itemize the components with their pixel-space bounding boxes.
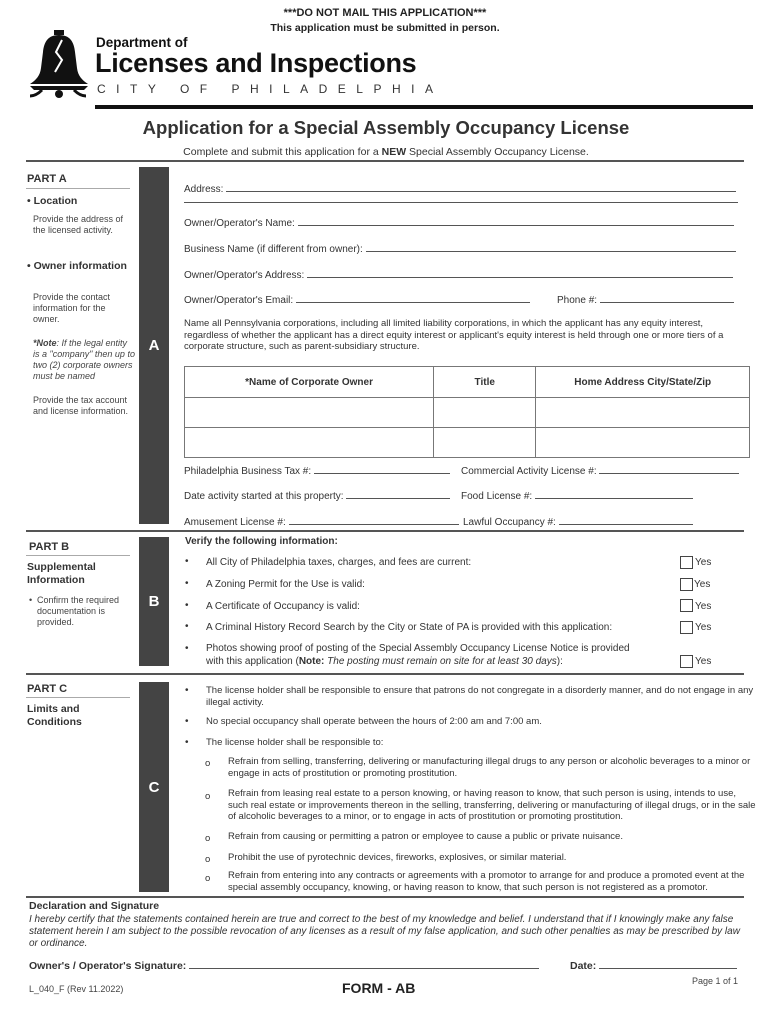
table-row[interactable] — [185, 398, 750, 428]
owner-description: Provide the contact information for the owner. — [33, 292, 111, 324]
phone-label: Phone #: — [557, 295, 598, 306]
part-b-heading-rule — [26, 555, 130, 556]
city-name: CITY OF PHILADELPHIA — [97, 82, 444, 96]
corporation-instructions: Name all Pennsylvania corporations, including all limited liability corporations, in which the applicant has any equity interest, regardless of whether the applicant has a direct equity interest or applicant's equity interest is held through one or more tiers of a corporate structure, such as parent-subsidiary structure. — [184, 318, 724, 352]
declaration-text: I hereby certify that the statements contained herein are true and correct to the best of my knowledge and belief. I understand that if I knowingly make any false statement herein I am subject to the possible revocation of any licenses as a result of my false application, and such other penalties as may be prescribed by law or ordinance. — [29, 914, 740, 949]
photos-yes-label: Yes — [695, 656, 712, 667]
part-b-divider — [26, 673, 744, 675]
business-tax-label: Philadelphia Business Tax #: — [184, 466, 312, 477]
address-field[interactable] — [184, 181, 736, 195]
bullet: • — [185, 685, 189, 696]
zoning-yes-checkbox[interactable] — [680, 578, 693, 596]
business-name-label: Business Name (if different from owner): — [184, 244, 363, 255]
owner-email-line[interactable] — [296, 292, 530, 303]
corporate-owner-table — [184, 366, 750, 458]
photos-note-italic: The posting must remain on site for at least 30 days — [324, 656, 557, 667]
food-license-field[interactable] — [461, 488, 693, 502]
page-number: Page 1 of 1 — [692, 976, 739, 986]
bullet: • — [29, 595, 33, 605]
bullet: • — [185, 556, 189, 567]
location-description: Provide the address of the licensed activity. — [33, 214, 124, 235]
signature-label: Owner's / Operator's Signature: — [29, 960, 187, 972]
food-license-label: Food License #: — [461, 491, 533, 502]
part-b-bar: B — [139, 537, 169, 666]
table-cell-address[interactable] — [536, 428, 750, 458]
col-header-name: *Name of Corporate Owner — [185, 367, 434, 398]
tax-description: Provide the tax account and license information. — [33, 395, 129, 416]
date-line[interactable] — [599, 958, 737, 969]
location-label: • Location — [27, 195, 78, 207]
owner-name-field[interactable] — [184, 215, 734, 229]
declaration-heading: Declaration and Signature — [29, 900, 160, 912]
dept-name-line2: Licenses and Inspections — [95, 48, 417, 78]
subtitle-pre: Complete and submit this application for a — [183, 146, 382, 158]
subtitle-post: Special Assembly Occupancy License. — [406, 146, 589, 158]
owner-name-label: Owner/Operator's Name: — [184, 218, 295, 229]
commercial-license-line[interactable] — [599, 463, 739, 474]
address-line[interactable] — [226, 181, 736, 192]
occupancy-yes-label: Yes — [695, 601, 712, 612]
owner-address-line[interactable] — [307, 267, 733, 278]
owner-address-label: Owner/Operator's Address: — [184, 270, 305, 281]
bullet: • — [185, 716, 189, 727]
table-cell-title[interactable] — [434, 428, 536, 458]
date-started-label: Date activity started at this property: — [184, 491, 344, 502]
sub-condition-5: Refrain from entering into any contracts or agreements with a promotor to arrange for and produce a promoted event at the special assembly occupancy, knowing, or having reason to know, that such person is not registered as a promotor. — [228, 870, 745, 893]
table-header-row — [185, 367, 750, 398]
table-cell-name[interactable] — [185, 398, 434, 428]
header-divider — [95, 105, 753, 109]
taxes-yes-label: Yes — [695, 557, 712, 568]
condition-bullet-1: The license holder shall be responsible to ensure that patrons do not congregate in a disorderly manner, and do not engage in any illegal activity. — [206, 685, 754, 708]
business-name-line[interactable] — [366, 241, 736, 252]
sub-bullet: o — [205, 791, 211, 802]
liberty-bell-logo-icon — [26, 28, 90, 100]
bullet: • — [185, 737, 189, 748]
owner-info-label-text: Owner information — [33, 260, 127, 272]
owner-address-field[interactable] — [184, 267, 733, 281]
col-header-address: Home Address City/State/Zip — [536, 367, 750, 398]
photos-pre: with this application ( — [206, 656, 299, 667]
table-cell-title[interactable] — [434, 398, 536, 428]
bullet: • — [185, 578, 189, 589]
part-c-heading-rule — [26, 697, 130, 698]
owner-info-label: • Owner information — [27, 260, 127, 272]
owner-email-label: Owner/Operator's Email: — [184, 295, 294, 306]
amusement-license-field[interactable] — [184, 514, 459, 528]
photos-note-bold: Note: — [298, 656, 325, 667]
note-bold: *Note — [33, 338, 57, 348]
part-a-heading-rule — [26, 188, 130, 189]
part-c-subheading: Limits and Conditions — [27, 703, 82, 728]
lawful-occupancy-label: Lawful Occupancy #: — [463, 517, 556, 528]
zoning-yes-label: Yes — [694, 579, 711, 590]
food-license-line[interactable] — [535, 488, 693, 499]
photos-post: ): — [556, 656, 563, 667]
business-tax-field[interactable] — [184, 463, 450, 477]
col-header-title: Title — [434, 367, 536, 398]
criminal-yes-label: Yes — [695, 622, 712, 633]
address-label: Address: — [184, 184, 224, 195]
part-b-description: Confirm the required documentation is provided. — [37, 595, 120, 627]
form-name: FORM - AB — [342, 980, 416, 996]
table-row[interactable] — [185, 428, 750, 458]
table-cell-address[interactable] — [536, 398, 750, 428]
form-code: L_040_F (Rev 11.2022) — [29, 984, 124, 994]
sub-condition-1: Refrain from selling, transferring, delivering or manufacturing illegal drugs to any person or alcoholic beverages to a minor or engage in acts of prostitution or promoting prostitution. — [228, 756, 751, 779]
commercial-license-label: Commercial Activity License #: — [461, 466, 597, 477]
form-title: Application for a Special Assembly Occupancy License — [142, 117, 630, 138]
phone-line[interactable] — [600, 292, 734, 303]
part-b-subheading: Supplemental Information — [27, 561, 96, 586]
date-field[interactable] — [570, 958, 737, 972]
sub-condition-2: Refrain from leasing real estate to a person knowing, or having reason to know, that such person is using, intends to use, such real estate or improvements thereon in the selling, transferring, delivering or manufacturing of illegal drugs, or in the sale of alcoholic beverages to a minor, or to engage in acts of prostitution or promoting prostitution. — [228, 788, 756, 822]
date-started-field[interactable] — [184, 488, 450, 502]
signature-line[interactable] — [189, 958, 539, 969]
part-b-heading: PART B — [29, 541, 70, 553]
address-line2[interactable] — [184, 202, 738, 203]
date-label: Date: — [570, 960, 597, 972]
lawful-occupancy-field[interactable] — [463, 514, 693, 528]
table-cell-name[interactable] — [185, 428, 434, 458]
part-c-divider — [26, 896, 744, 898]
subtitle-bold: NEW — [381, 146, 407, 158]
part-a-bar: A — [139, 167, 169, 524]
date-started-line[interactable] — [346, 488, 450, 499]
part-a-divider — [26, 530, 744, 532]
form-subtitle — [0, 146, 770, 158]
criminal-yes-checkbox[interactable] — [680, 621, 693, 639]
verify-item-zoning: A Zoning Permit for the Use is valid: — [206, 579, 365, 590]
part-c-heading: PART C — [27, 683, 68, 695]
sub-condition-4: Prohibit the use of pyrotechnic devices, fireworks, explosives, or similar material. — [228, 852, 567, 863]
bullet: • — [185, 643, 189, 654]
signature-field[interactable] — [29, 958, 539, 972]
sub-condition-3: Refrain from causing or permitting a patron or employee to cause a public or private nuisance. — [228, 831, 623, 842]
verify-item-photos-line2 — [206, 656, 563, 667]
commercial-license-field[interactable] — [461, 463, 739, 477]
sub-bullet: o — [205, 758, 211, 769]
condition-bullet-3: The license holder shall be responsible to: — [206, 737, 384, 748]
bullet: • — [185, 621, 189, 632]
verify-item-taxes: All City of Philadelphia taxes, charges, and fees are current: — [206, 557, 472, 568]
occupancy-yes-checkbox[interactable] — [680, 599, 693, 617]
dept-name-line1: Department of — [96, 35, 188, 50]
verify-item-occupancy: A Certificate of Occupancy is valid: — [206, 601, 360, 612]
bullet: • — [185, 600, 189, 611]
business-name-field[interactable] — [184, 241, 736, 255]
owner-email-field[interactable] — [184, 292, 530, 306]
note-text: : If the legal entity is a "company" then up to two (2) corporate owners must be named — [33, 338, 135, 381]
amusement-license-label: Amusement License #: — [184, 517, 286, 528]
lawful-occupancy-line[interactable] — [559, 514, 693, 525]
owner-name-line[interactable] — [298, 215, 734, 226]
business-tax-line[interactable] — [314, 463, 450, 474]
do-not-mail-notice: ***DO NOT MAIL THIS APPLICATION*** — [283, 7, 487, 19]
verify-item-criminal: A Criminal History Record Search by the City or State of PA is provided with this application: — [206, 622, 613, 633]
sub-bullet: o — [205, 854, 211, 865]
part-a-heading: PART A — [27, 173, 67, 185]
sub-bullet: o — [205, 873, 211, 884]
verify-heading: Verify the following information: — [185, 536, 338, 547]
photos-yes-checkbox[interactable] — [680, 655, 693, 673]
amusement-license-line[interactable] — [289, 514, 459, 525]
phone-field[interactable] — [557, 292, 734, 306]
part-c-bar: C — [139, 682, 169, 892]
corporate-note — [33, 338, 135, 382]
condition-bullet-2: No special occupancy shall operate between the hours of 2:00 am and 7:00 am. — [206, 716, 542, 727]
title-divider — [26, 160, 744, 162]
location-label-text: Location — [33, 195, 78, 207]
taxes-yes-checkbox[interactable] — [680, 556, 693, 574]
sub-bullet: o — [205, 833, 211, 844]
submit-in-person-notice: This application must be submitted in person. — [270, 22, 500, 34]
verify-item-photos-line1: Photos showing proof of posting of the Special Assembly Occupancy License Notice is provided — [206, 643, 630, 654]
